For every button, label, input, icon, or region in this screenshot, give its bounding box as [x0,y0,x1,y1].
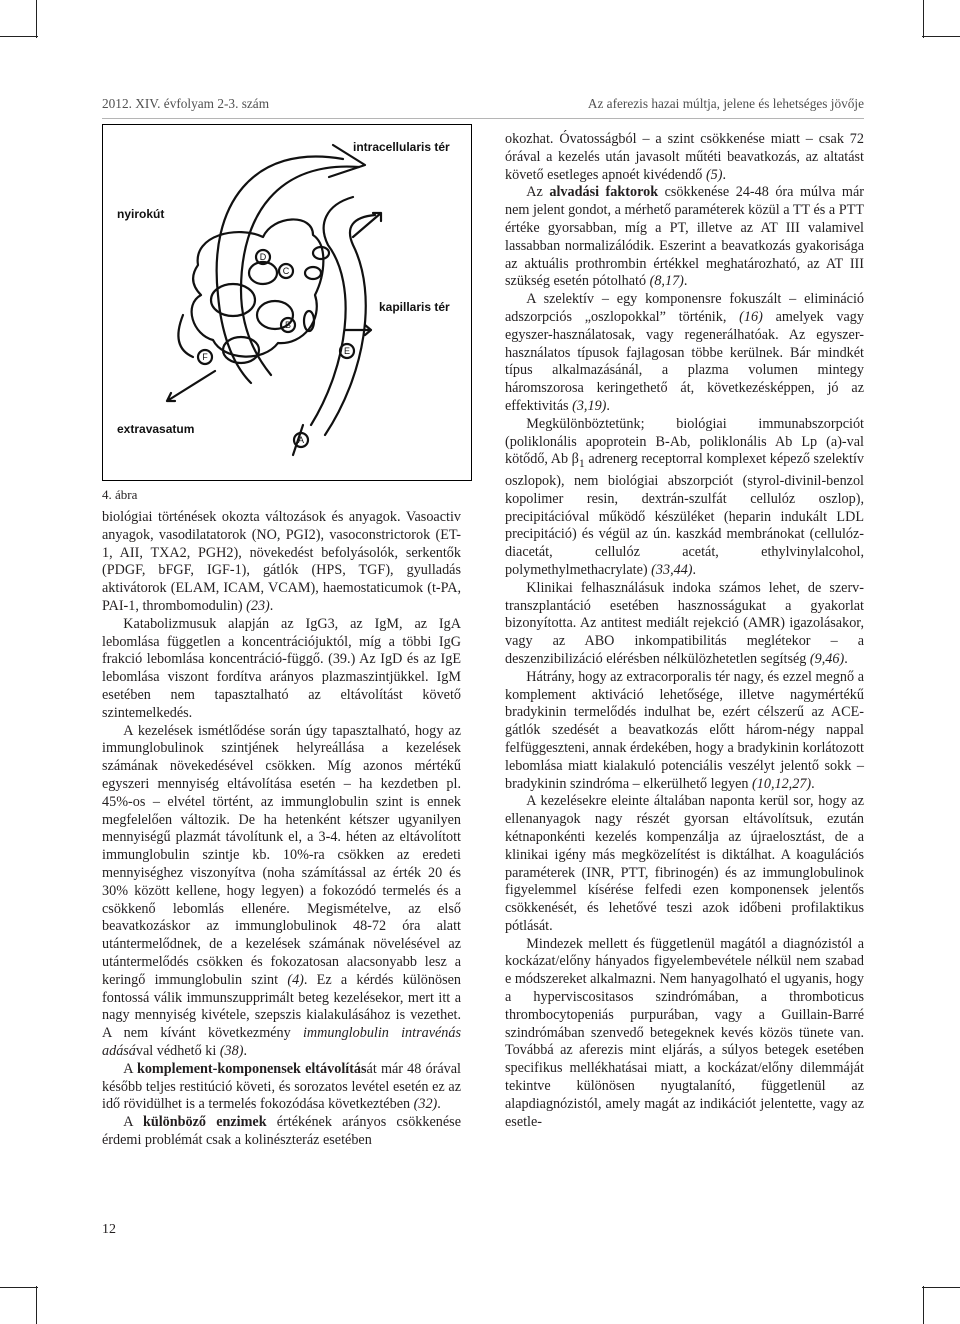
paragraph [505,131,864,184]
crop-mark [923,0,924,38]
text-run: (38) [219,1042,244,1059]
text-run: A [123,1114,143,1131]
label-intracellular: intracellularis tér [353,140,450,154]
text-column-right [505,131,864,1131]
text-run: értékének arányos csökkenése érdemi problémát csak a kolinészteráz esetében [102,1114,461,1148]
text-run: (3,19) [572,397,607,414]
label-nyirokut: nyirokút [117,207,165,221]
cell [249,262,277,284]
text-run: A kezelésekre eleinte általában naponta kerül sor, hogy az ellenanyagok nagy részét gyorsan eltávolítsuk, ezután kétnaponkénti kezelés kompenzálja az újraelosztást, de a klinikai igény más megközelítést is diktálhat. A koagulációs paraméterek (INR, PTT, fibrinogén) és az immunglobulinok figyelemmel kísérése felfedi ezen komponensek jelentős csökkenését, és lehetővé teszi azok időbeni profilaktikus pótlását. [505,793,864,934]
text-run: Katabolizmusuk alapján az IgG3, az IgM, az IgA lebomlása független a koncentrációjuktól, míg a többi IgG frakció lebomlása koncentráció-függő. (39.) Az IgD és az IgE lebomlása viszont fordítva arányos plazmaszintjükkel. IgM esetében nem tapasztalható az eltávolítást követő szintemelkedés. [102,615,461,721]
paragraph [505,291,864,416]
arrow [178,315,193,357]
marker-e: E [343,346,351,356]
text-run: át már 48 órával később teljes restitúció követi, és sorozatos levétel esetén ez az idő rövidülhet is a termelés fokozódása következtében [102,1060,461,1113]
text-run: Klinikai felhasználásuk indoka számos lehet, de szerv-transzplantáció esetében hasznosságukat a gyakorlat bizonyította. Az antitest mediált rejekció (AMR) igazolásakor, vagy az ABO inkompatibilitás meglétekor – a deszenzibilizáció elérésben nélkülözhetetlen segítség [505,579,864,667]
text-run: (23) [246,597,270,614]
paragraph [505,669,864,794]
text-run: . [606,397,610,414]
text-run: (9,46) [809,650,845,667]
text-run: (16) [739,308,763,325]
label-kapillaris: kapillaris tér [379,300,450,314]
text-run: . [437,1096,441,1113]
text-run: immunglobulin intravénás adásá [102,1025,461,1059]
text-run: A szelektív – egy komponensre fokuszált – elimináció adszorpciós „oszlopokkal” történik, [505,291,864,325]
marker-b: B [284,320,292,330]
text-run: komplement-komponensek eltávolítás [136,1060,367,1077]
text-run: val védhető ki [135,1042,220,1059]
paragraph [102,723,461,1061]
text-run: A kezelések ismétlődése során úgy tapasztalható, hogy az immunglobulinok szintjének helyreállása a kezelések számának növekedésével csökken. Míg azonos mértékű egyszeri mennyiség eltávolítása esetén – ha kezdetben pl. 45%-os – elvétel történt, az immunglobulin szint is ennek megfelelően változik. De ha hetenként kétszer ugyanilyen mennyiségű plazmát távolítunk el, a 3-4. héten az eltávolított immunglobulin szintje kb. 10%-ra csökken az eredeti mennyiséghez viszonyítva (noha számítással az érték 20 és 30% között kellene, hogy legyen) a fokozódó termelés és a csökkenő lebomlás ellenére. Megismételve, az első beavatkozáskor az immunglobulinok 48-72 óra alatt utántermelődnek, de a kezelések számának növelésével az utántermelődés csökken és fokozatosan alacsonyabb lesz a keringő immunglobulin szint [102,722,461,988]
text-run: . Ez a kérdés különösen fontossá válik immunszupprimált beteg kezelésekor, mert itt a nagy mennyiség kivétele, szepszis kialakulásához is vezethet. A nem kívánt következmény [102,971,461,1042]
crop-mark [923,1286,924,1324]
header-rule [102,118,864,119]
text-run: (4) [287,971,304,988]
running-header-right: Az aferezis hazai múltja, jelene és lehetséges jövője [587,96,864,111]
paragraph [102,509,461,616]
text-run: biológiai történések okozta változások és anyagok. Vasoactiv anyagok, vasodilatatorok (NO, PGI2), vasoconstrictorok (ET-1, AII, TXA2, PGH2), növekedést befolyásolók, serkentők (PDGF, bFGF, IGF-1), gátlók (HPS, TGF), gyulladás aktivátorok (ELAM, ICAM, VCAM), haemostaticumok (t-PA, PAI-1, thrombomodulin) [102,509,461,614]
text-run: . [692,561,697,578]
text-run: Az [526,184,550,201]
text-run: . [683,273,688,290]
text-run: amelyek vagy egyszer-használatosak, vagy regenerálhatóak. Az egyszer-használatos típusok fajlagosan többe kerülnek. Bár mindkét típus alkalmazásánál, a plazma volumen mintegy háromszorosa keringethető át, következésképpen, jó az effektivitás [505,308,864,414]
crop-mark [922,1287,960,1288]
text-column-left [102,509,461,1150]
text-run: A [123,1060,137,1077]
marker-d: D [259,252,267,262]
paragraph [505,184,864,291]
text-run: (5) [705,166,723,183]
tissue-outline [192,219,324,356]
marker-a: A [297,435,305,445]
text-run: (32) [413,1096,438,1113]
arrow [345,325,371,335]
text-run: . [844,650,848,667]
running-header-left: 2012. XIV. évfolyam 2-3. szám [102,96,270,111]
arrow [167,371,215,401]
marker-c: C [282,266,290,276]
marker-f: F [202,352,208,362]
text-run: csökkenése 24-48 óra múlva már nem jelent gondot, a mérhető paraméterek közül a TT és a PTT értéke gyorsabban, míg a PT, illetve az AT III valamivel lassabban normalizálódik. Eszerint a beavatkozás gyakorisága az aktuális prothrombin értékkel meghatározható, az AT III szükség esetén pótolható [505,184,864,290]
text-run: . [243,1042,248,1059]
text-run: különböző enzimek [142,1114,267,1131]
figure-4-illustration [103,125,470,479]
red-cell [305,267,321,279]
page-number: 12 [102,1222,116,1237]
text-run: . [722,166,727,183]
crop-mark [36,1286,37,1324]
capillary-wall [325,215,375,435]
paragraph [505,793,864,935]
paragraph [102,616,461,723]
paragraph [505,416,864,580]
text-run: (33,44) [651,561,693,578]
label-extravasatum: extravasatum [117,422,195,436]
paragraph [102,1114,461,1150]
crop-mark [0,36,38,37]
text-run: adrenerg receptorral komplexet képező szelektív oszlopok), nem biológiai abszorpciót (styrol-divinil-benzol kopolimer resin, dextrán-szulfát cellulóz oszlop), precipitációval működő készüléket (heparin indukált LDL precipitáció) és végül az ún. kaszkád membránokat (cellulóz-diacetát, cellulóz acetát, ethylvinylalcohol, polymethylmethacrylate) [505,451,864,578]
text-run: 1 [578,456,585,471]
paragraph [505,580,864,669]
paragraph [505,936,864,1132]
text-run: alvadási faktorok [549,184,659,201]
crop-mark [922,36,960,37]
crop-mark [36,0,37,38]
text-run: . [269,597,274,614]
text-run: (8,17) [649,273,684,290]
figure-caption: 4. ábra [102,487,138,502]
paragraph [102,1061,461,1114]
figure-4-diagram [102,124,472,481]
text-run: Hátrány, hogy az extracorporalis tér nagy, és ezzel megnő a komplement aktiváció lehetősége, illetve nagymértékű bradykinin termelődés indulhat be, ezért célszerű az ACE-gátlók szedését a beavatkozás előtt három-négy nappal felfüggeszteni, annak érdekében, hogy a bradykinin korlátozott lebomlása miatt kialakuló potenciális veszélyt jelentő sokk – bradykinin szindróma – elkerülhető legyen [505,668,864,792]
text-run: okozhat. Óvatosságból – a szint csökkenése miatt – csak 72 órával a kezelés után javasolt műtéti beavatkozás, az altatást követő esetleges apnoét kivédendő [505,131,864,183]
crop-mark [0,1287,38,1288]
text-run: (10,12,27) [752,775,812,792]
text-run: Mindezek mellett és függetlenül magától a diagnózistól a kockázat/előny hányados figyelembevétele nélkül nem szabad e módszereket alkalmazni. Nem hanyagolható el ugyanis, hogy a hyperviscositasos szindrómában, a thromboticus thrombocytopeniás purpurában, vagy a Guillain-Barré szindrómában szenvedő betegeknek kevés közös tünete van. Továbbá az aferezis mint eljárás, a súlyos betegek esetében specifikus mellékhatásai miatt, a kockázat/előny dilemmáját tekintve különösen nyugtalanító, függetlenül az alapdiagnózistól, amely magát az indikációt jelentette, vagy az esetle- [505,935,864,1130]
text-run: Megkülönböztetünk; biológiai immunabszorpciót (poliklonális apoprotein B-Ab, poliklonális Ab Lp (a)-val kötődő, Ab β [505,415,864,468]
text-run: . [811,775,815,792]
